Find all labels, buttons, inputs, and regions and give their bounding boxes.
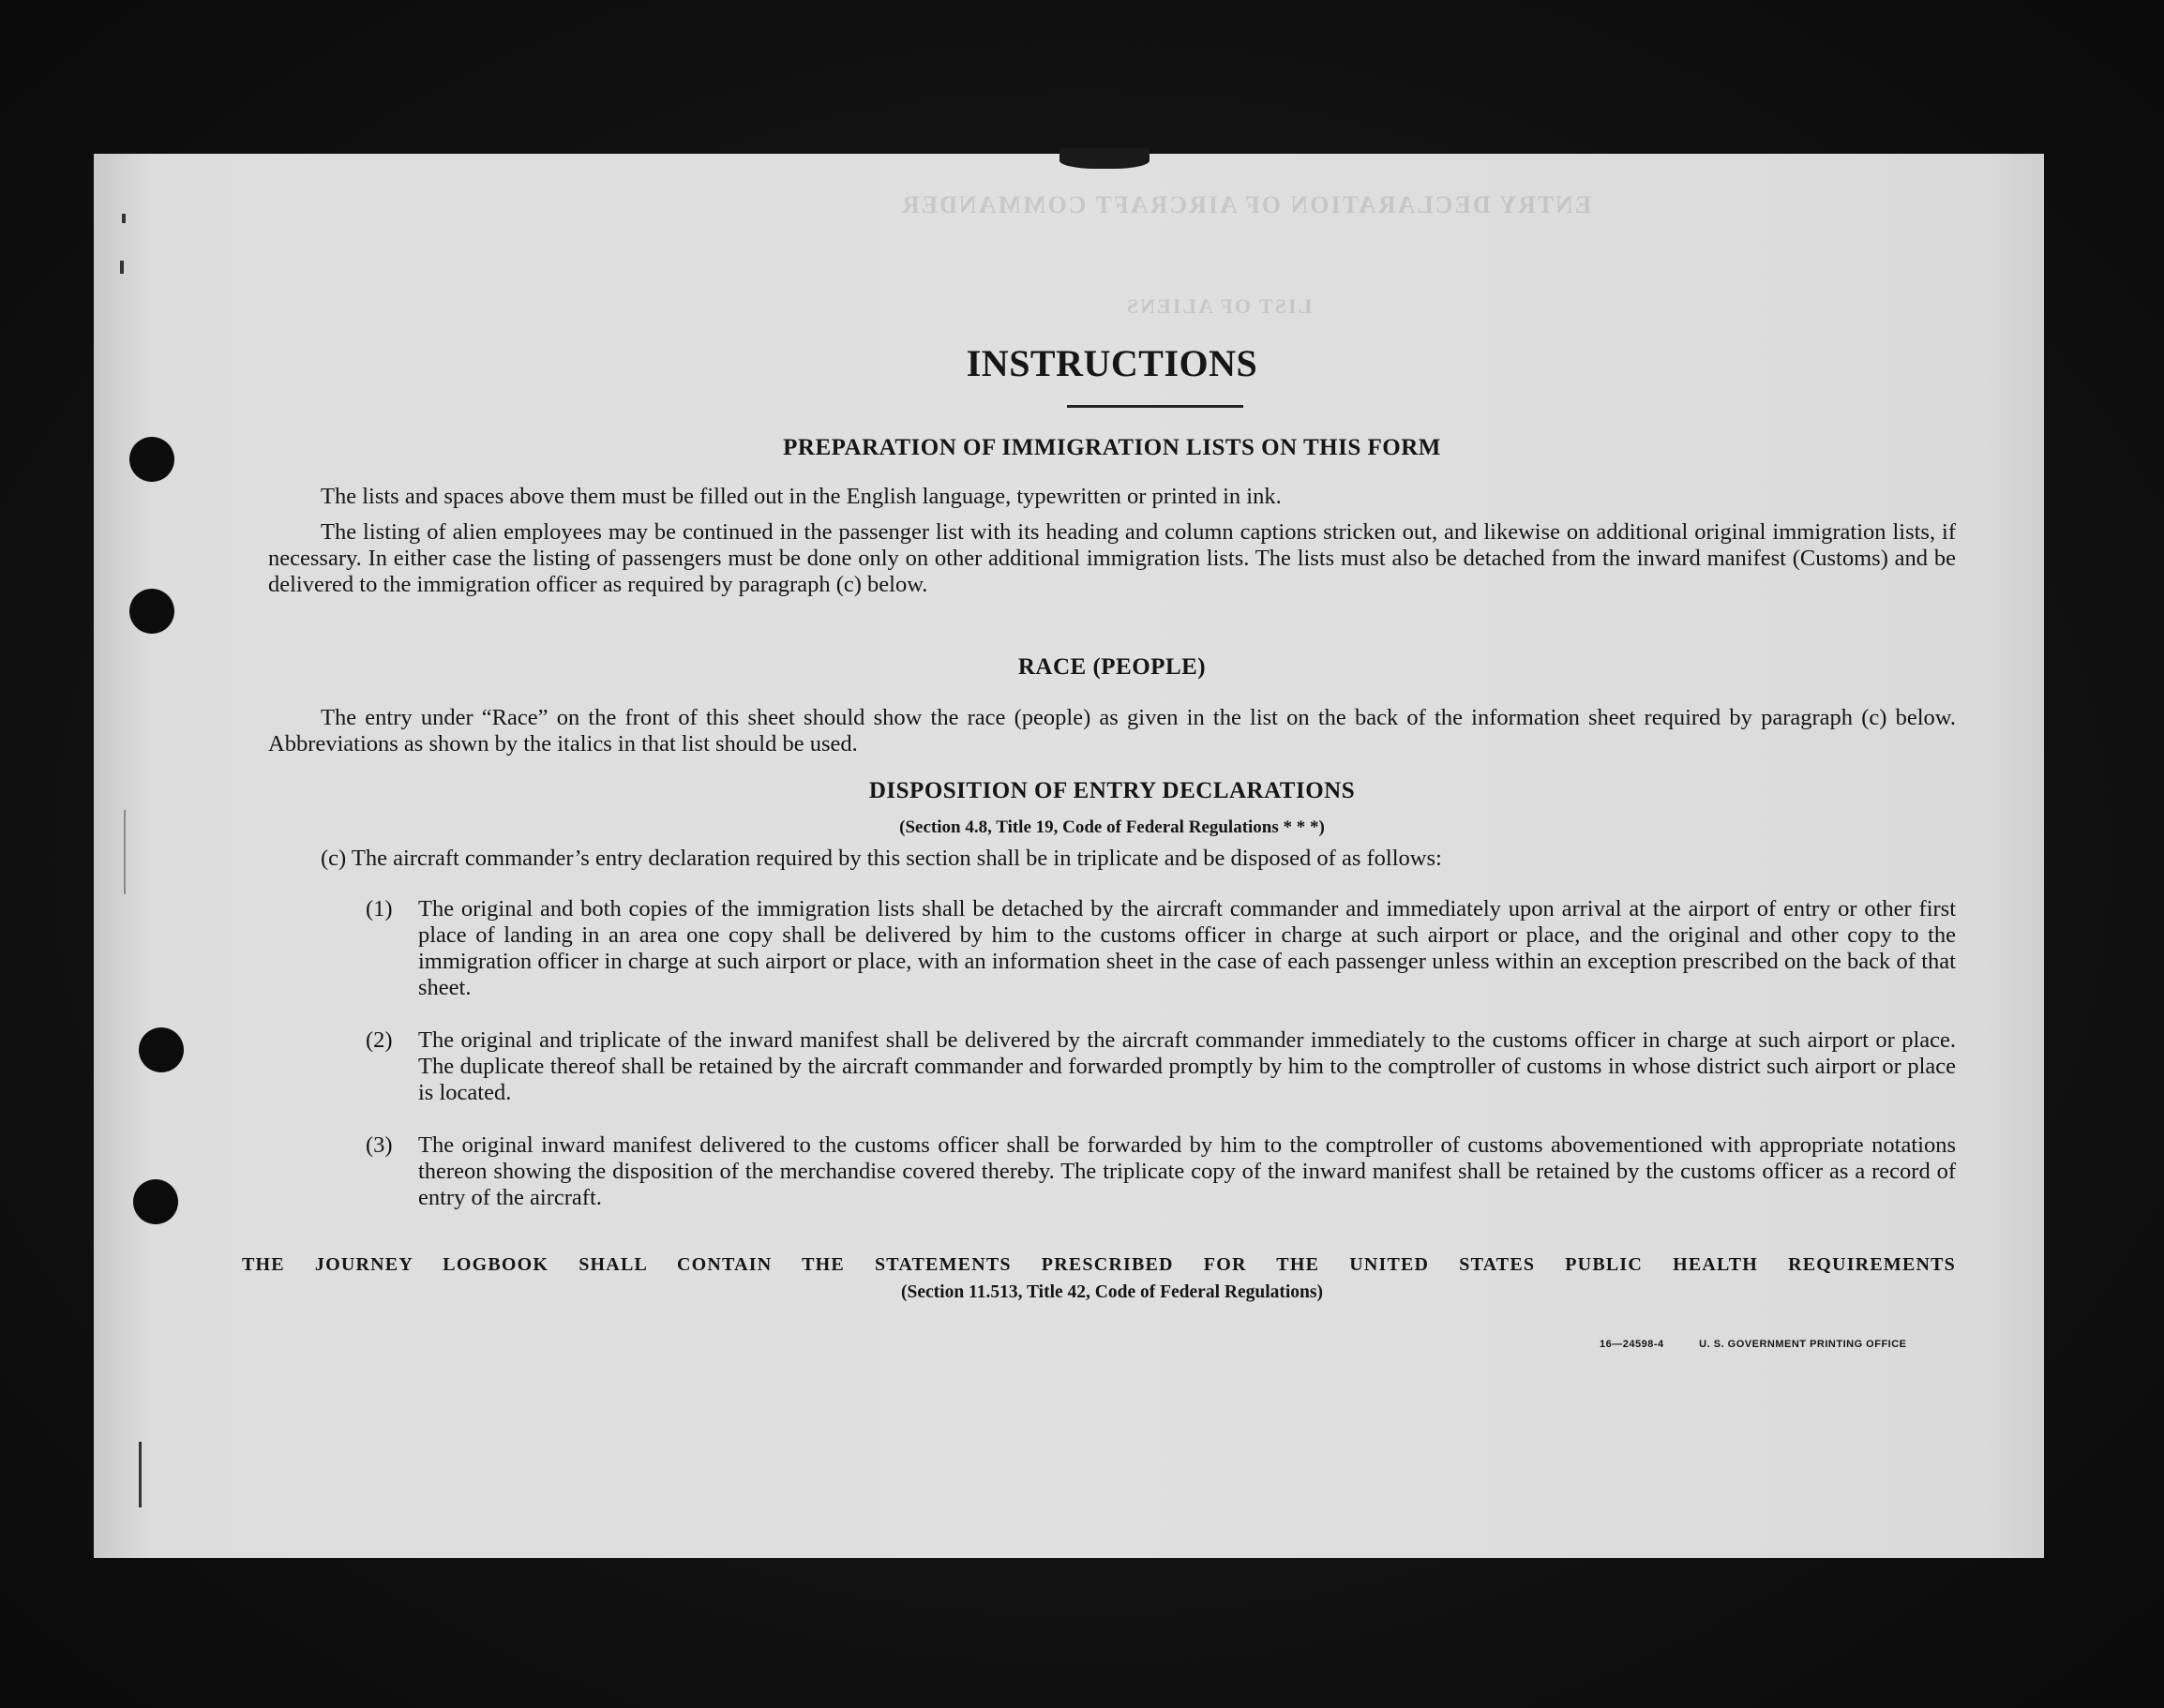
punch-hole: [129, 437, 174, 482]
page-title: INSTRUCTIONS: [966, 342, 1258, 384]
form-code: 16—24598-4: [1600, 1339, 1664, 1350]
printer-imprint: [1600, 1339, 1907, 1350]
section-heading: DISPOSITION OF ENTRY DECLARATIONS: [868, 778, 1356, 803]
list-item: [366, 1132, 1956, 1211]
regulation-citation: (Section 4.8, Title 19, Code of Federal Regulations * * *): [899, 817, 1325, 837]
margin-mark: [139, 1442, 142, 1507]
printer-name: U. S. GOVERNMENT PRINTING OFFICE: [1699, 1339, 1907, 1350]
margin-mark: [124, 810, 126, 894]
punch-hole: [139, 1027, 184, 1072]
footer-statement: THE JOURNEY LOGBOOK SHALL CONTAIN THE STATEMENTS PRESCRIBED FOR THE UNITED STATES PUBLIC HEALTH REQUIREMENTS: [242, 1254, 1956, 1275]
punch-hole: [129, 589, 174, 634]
clause-c: (c) The aircraft commander’s entry declaration required by this section shall be in triplicate and be disposed of as follows:: [321, 846, 1442, 871]
section-heading: PREPARATION OF IMMIGRATION LISTS ON THIS FORM: [783, 435, 1441, 460]
paragraph: The listing of alien employees may be continued in the passenger list with its heading and column captions stricken out, and likewise on additional original immigration lists, if necessary. In either case the listing of passengers must be done only on other additional immigration lists. The lists must also be detached from the inward manifest (Customs) and be delivered to the immigration officer as required by paragraph (c) below.: [268, 519, 1956, 597]
list-item: [366, 896, 1956, 1001]
bleed-through-text: ENTRY DECLARATION OF AIRCRAFT COMMANDER: [900, 191, 1592, 218]
bleed-through-text: LIST OF ALIENS: [1125, 294, 1313, 318]
item-number: (2): [366, 1027, 393, 1053]
item-text: The original and triplicate of the inward manifest shall be delivered by the aircraft commander immediately to the customs officer in charge at such airport or place. The duplicate thereof shall be retained by the aircraft commander and forwarded promptly by him to the comptroller of customs in whose district such airport or place is located.: [418, 1027, 1956, 1105]
item-text: The original and both copies of the immigration lists shall be detached by the aircraft commander and immediately upon arrival at the airport of entry or other first place of landing in an area one copy shall be delivered by him to the customs officer in charge at such airport or place, and the original and other copy to the immigration officer in charge at such airport or place, with an information sheet in the case of each passenger unless within an exception prescribed on the back of that sheet.: [418, 896, 1956, 1000]
item-number: (1): [366, 896, 393, 921]
title-underline: [1067, 405, 1243, 408]
list-item: [366, 1027, 1956, 1106]
section-heading: RACE (PEOPLE): [1017, 654, 1207, 680]
margin-mark: [120, 261, 124, 274]
torn-edge: [1059, 148, 1150, 169]
paragraph: The lists and spaces above them must be filled out in the English language, typewritten or printed in ink.: [321, 484, 1282, 509]
item-text: The original inward manifest delivered to the customs officer shall be forwarded by him to the comptroller of customs abovementioned with appropriate notations thereon showing the disposition of the merchandise covered thereby. The triplicate copy of the inward manifest shall be retained by the customs officer as a record of entry of the aircraft.: [418, 1132, 1956, 1210]
document-page: [94, 154, 2044, 1558]
paragraph: The entry under “Race” on the front of this sheet should show the race (people) as given in the list on the back of the information sheet required by paragraph (c) below. Abbreviations as shown by the italics in that list should be used.: [268, 705, 1956, 757]
punch-hole: [133, 1179, 178, 1224]
margin-mark: [122, 214, 126, 223]
footer-citation: (Section 11.513, Title 42, Code of Federal Regulations): [901, 1282, 1323, 1302]
item-number: (3): [366, 1132, 393, 1158]
